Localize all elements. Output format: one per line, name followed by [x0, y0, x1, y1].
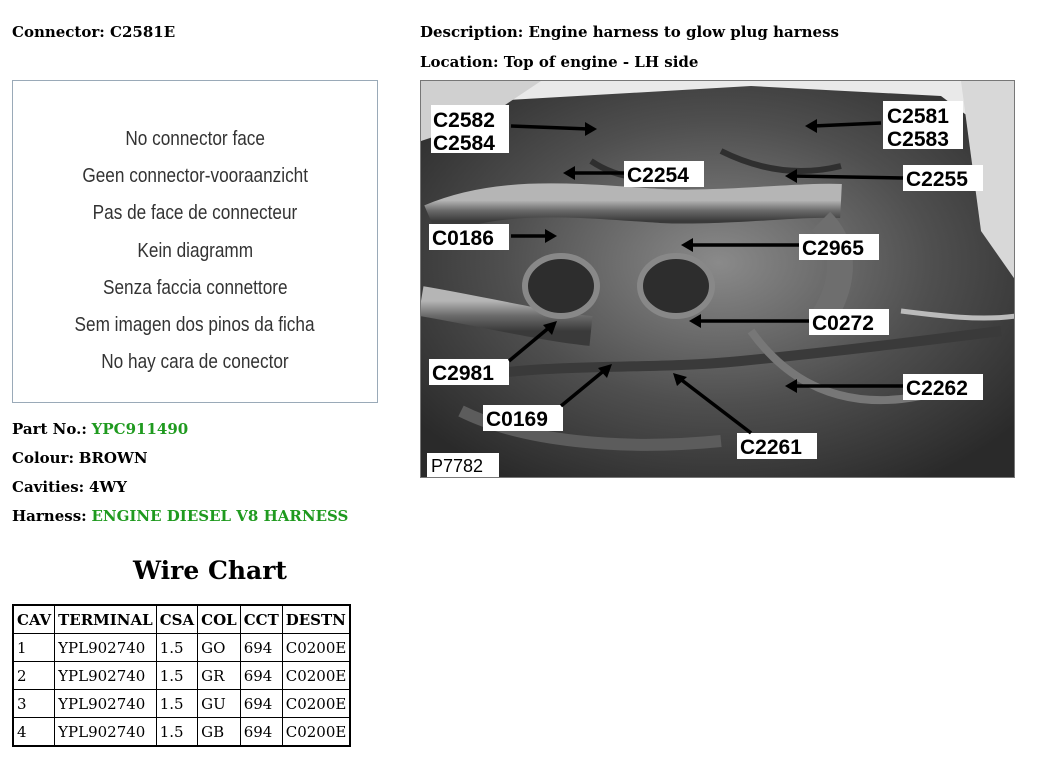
location-value: Top of engine - LH side — [503, 53, 699, 71]
table-cell: GB — [198, 718, 241, 747]
description-heading — [420, 23, 839, 41]
callout-c0169: C0169 — [486, 408, 548, 431]
table-row — [13, 718, 350, 747]
no-face-text-de: Kein diagramm — [137, 239, 253, 262]
table-cell: 694 — [240, 662, 282, 690]
connector-heading — [12, 23, 175, 41]
callout-c2254: C2254 — [627, 164, 689, 187]
table-cell: GO — [198, 634, 241, 662]
no-face-text-nl: Geen connector-vooraanzicht — [82, 165, 308, 188]
column-header: TERMINAL — [55, 605, 157, 634]
table-cell: YPL902740 — [55, 634, 157, 662]
wire-chart-table — [12, 604, 351, 747]
callout-c2583: C2583 — [887, 128, 949, 151]
callout-c2965: C2965 — [802, 237, 864, 260]
table-cell: 2 — [13, 662, 55, 690]
callout-c2981: C2981 — [432, 362, 494, 385]
column-header: CCT — [240, 605, 282, 634]
cavities-value: 4WY — [89, 478, 128, 496]
no-face-text-fr: Pas de face de connecteur — [92, 202, 298, 225]
no-face-text-it: Senza faccia connettore — [102, 276, 288, 299]
table-cell: 1.5 — [156, 662, 197, 690]
table-cell: 3 — [13, 690, 55, 718]
part-number-row — [12, 420, 188, 438]
table-cell: 694 — [240, 718, 282, 747]
wire-chart-title: Wire Chart — [133, 556, 287, 585]
column-header: CAV — [13, 605, 55, 634]
no-face-text-es: No hay cara de conector — [101, 351, 289, 374]
callout-c2582: C2582 — [433, 109, 495, 132]
callout-c2584: C2584 — [433, 132, 495, 155]
table-cell: C0200E — [282, 662, 350, 690]
table-cell: C0200E — [282, 718, 350, 747]
callout-c0272: C0272 — [812, 312, 874, 335]
table-cell: C0200E — [282, 690, 350, 718]
callout-c0186: C0186 — [432, 227, 494, 250]
table-cell: YPL902740 — [55, 662, 157, 690]
colour-value: BROWN — [78, 449, 148, 467]
callout-c2262: C2262 — [906, 377, 968, 400]
table-row — [13, 662, 350, 690]
location-label: Location: — [420, 53, 499, 71]
table-cell: 1 — [13, 634, 55, 662]
table-cell: 694 — [240, 634, 282, 662]
column-header: DESTN — [282, 605, 350, 634]
callout-c2255: C2255 — [906, 168, 968, 191]
harness-row — [12, 507, 348, 525]
harness-label: Harness: — [12, 507, 87, 525]
table-cell: 4 — [13, 718, 55, 747]
no-connector-face-panel — [12, 80, 378, 403]
table-cell: 1.5 — [156, 718, 197, 747]
table-cell: GR — [198, 662, 241, 690]
callout-c2581: C2581 — [887, 105, 949, 128]
callout-c2261: C2261 — [740, 436, 802, 459]
table-cell: C0200E — [282, 634, 350, 662]
table-row — [13, 690, 350, 718]
harness-value[interactable]: ENGINE DIESEL V8 HARNESS — [91, 507, 349, 525]
no-face-text-en: No connector face — [125, 128, 265, 150]
connector-label: Connector: — [12, 23, 105, 41]
cavities-label: Cavities: — [12, 478, 85, 496]
engine-photo-svg — [421, 81, 1015, 478]
table-cell: YPL902740 — [55, 690, 157, 718]
table-cell: YPL902740 — [55, 718, 157, 747]
table-cell: 694 — [240, 690, 282, 718]
figure-id: P7782 — [431, 456, 484, 476]
description-label: Description: — [420, 23, 524, 41]
table-row — [13, 634, 350, 662]
engine-location-photo — [420, 80, 1015, 478]
table-cell: 1.5 — [156, 634, 197, 662]
location-heading — [420, 53, 698, 71]
column-header: COL — [198, 605, 241, 634]
table-cell: GU — [198, 690, 241, 718]
connector-value: C2581E — [110, 23, 176, 41]
part-number-label: Part No.: — [12, 420, 87, 438]
colour-row — [12, 449, 148, 467]
cavities-row — [12, 478, 127, 496]
description-value: Engine harness to glow plug harness — [528, 23, 839, 41]
no-face-text-pt: Sem imagen dos pinos da ficha — [75, 314, 315, 337]
colour-label: Colour: — [12, 449, 74, 467]
table-header-row — [13, 605, 350, 634]
column-header: CSA — [156, 605, 197, 634]
part-number-value[interactable]: YPC911490 — [91, 420, 189, 438]
table-cell: 1.5 — [156, 690, 197, 718]
